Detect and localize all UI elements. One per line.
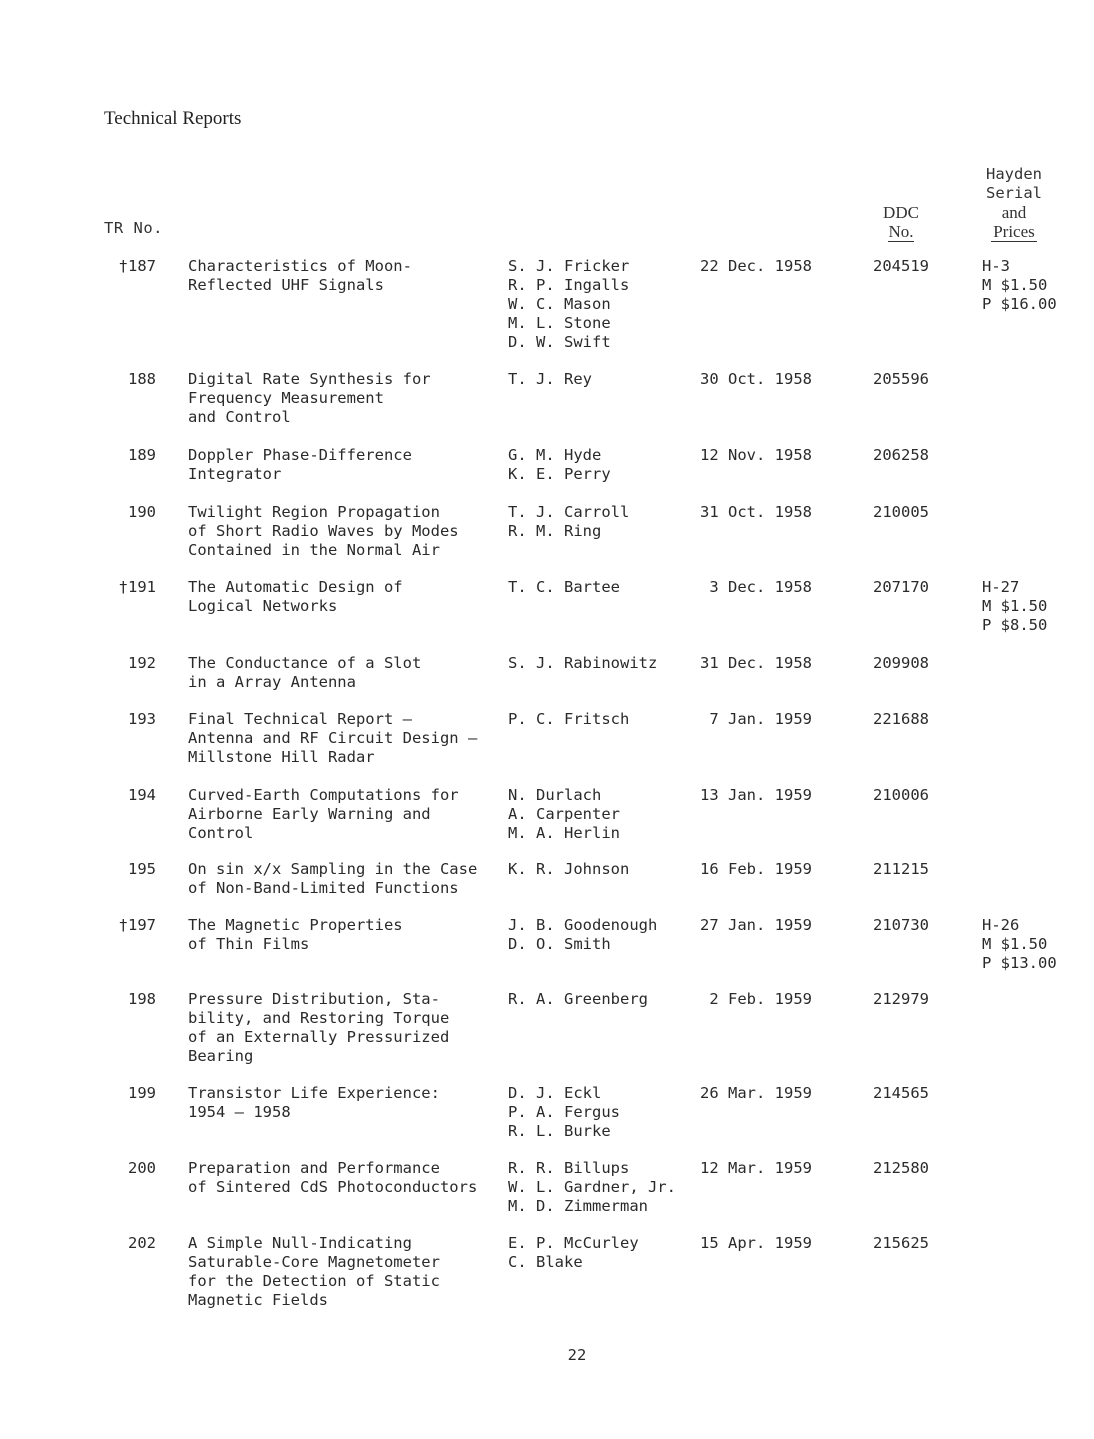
report-date: 13 Jan. 1959 [700,786,812,804]
page-number: 22 [567,1346,587,1364]
column-header-ddc-no [866,203,936,242]
report-authors: G. M. Hyde K. E. Perry [508,446,611,483]
report-authors: T. J. Carroll R. M. Ring [508,503,630,540]
report-date: 12 Nov. 1958 [700,446,812,464]
tr-number: 199 [128,1084,156,1102]
column-header-tr-no: TR No. [104,219,163,237]
report-title: Final Technical Report – Antenna and RF Circuit Design – Millstone Hill Radar [188,710,478,766]
report-authors: R. A. Greenberg [508,990,648,1008]
ddc-number: 204519 [873,257,929,275]
report-title: Twilight Region Propagation of Short Radio Waves by Modes Contained in the Normal Air [188,503,459,559]
report-authors: J. B. Goodenough D. O. Smith [508,916,658,953]
report-authors: T. J. Rey [508,370,592,388]
ddc-number: 210005 [873,503,929,521]
hayden-price: H-26 M $1.50 P $13.00 [982,916,1057,972]
report-title: Digital Rate Synthesis for Frequency Measurement and Control [188,370,431,426]
tr-number: 188 [128,370,156,388]
hayden-header-line3: and [1001,203,1027,222]
tr-number: 193 [128,710,156,728]
tr-number: 189 [128,446,156,464]
report-authors: D. J. Eckl P. A. Fergus R. L. Burke [508,1084,620,1140]
ddc-number: 206258 [873,446,929,464]
ddc-header-line2: No. [888,222,914,241]
report-authors: S. J. Rabinowitz [508,654,658,672]
report-authors: K. R. Johnson [508,860,630,878]
hayden-header-line1: Hayden [986,165,1042,183]
report-authors: N. Durlach A. Carpenter M. A. Herlin [508,786,620,842]
report-date: 2 Feb. 1959 [709,990,812,1008]
report-authors: E. P. McCurley C. Blake [508,1234,639,1271]
column-header-hayden-serial-prices [975,165,1053,242]
report-authors: S. J. Fricker R. P. Ingalls W. C. Mason M. L. Stone D. W. Swift [508,257,630,351]
report-title: The Magnetic Properties of Thin Films [188,916,403,953]
hayden-header-line2: Serial [986,184,1042,202]
ddc-number: 211215 [873,860,929,878]
ddc-number: 210730 [873,916,929,934]
report-date: 31 Dec. 1958 [700,654,812,672]
report-title: Preparation and Performance of Sintered CdS Photoconductors [188,1159,478,1196]
report-date: 15 Apr. 1959 [700,1234,812,1252]
report-date: 30 Oct. 1958 [700,370,812,388]
tr-number: 195 [128,860,156,878]
report-date: 26 Mar. 1959 [700,1084,812,1102]
report-date: 16 Feb. 1959 [700,860,812,878]
report-date: 3 Dec. 1958 [709,578,812,596]
report-title: On sin x/x Sampling in the Case of Non-Band-Limited Functions [188,860,478,897]
hayden-header-line4: Prices [993,222,1035,241]
hayden-price: H-27 M $1.50 P $8.50 [982,578,1048,634]
hayden-price: H-3 M $1.50 P $16.00 [982,257,1057,313]
report-title: Curved-Earth Computations for Airborne Early Warning and Control [188,786,459,842]
ddc-number: 221688 [873,710,929,728]
report-authors: T. C. Bartee [508,578,620,596]
report-date: 22 Dec. 1958 [700,257,812,275]
tr-number: 200 [128,1159,156,1177]
tr-number: 192 [128,654,156,672]
page-title: Technical Reports [104,108,242,129]
ddc-number: 214565 [873,1084,929,1102]
tr-number: †187 [118,257,156,275]
tr-number: 202 [128,1234,156,1252]
tr-number: †191 [118,578,156,596]
report-date: 31 Oct. 1958 [700,503,812,521]
report-date: 12 Mar. 1959 [700,1159,812,1177]
report-title: Doppler Phase-Difference Integrator [188,446,412,483]
tr-number: 198 [128,990,156,1008]
ddc-number: 207170 [873,578,929,596]
ddc-number: 209908 [873,654,929,672]
tr-number: 190 [128,503,156,521]
ddc-header-line1: DDC [883,203,919,222]
report-authors: P. C. Fritsch [508,710,630,728]
report-date: 7 Jan. 1959 [709,710,812,728]
ddc-number: 205596 [873,370,929,388]
report-title: The Automatic Design of Logical Networks [188,578,403,615]
report-title: Transistor Life Experience: 1954 – 1958 [188,1084,440,1121]
report-title: Pressure Distribution, Sta- bility, and Restoring Torque of an Externally Pressurized Bearing [188,990,450,1065]
ddc-number: 212580 [873,1159,929,1177]
report-title: Characteristics of Moon- Reflected UHF Signals [188,257,412,294]
report-date: 27 Jan. 1959 [700,916,812,934]
tr-number: †197 [118,916,156,934]
tr-number: 194 [128,786,156,804]
report-title: The Conductance of a Slot in a Array Antenna [188,654,422,691]
report-authors: R. R. Billups W. L. Gardner, Jr. M. D. Zimmerman [508,1159,676,1215]
ddc-number: 210006 [873,786,929,804]
ddc-number: 215625 [873,1234,929,1252]
ddc-number: 212979 [873,990,929,1008]
report-title: A Simple Null-Indicating Saturable-Core Magnetometer for the Detection of Static Magnetic Fields [188,1234,440,1309]
